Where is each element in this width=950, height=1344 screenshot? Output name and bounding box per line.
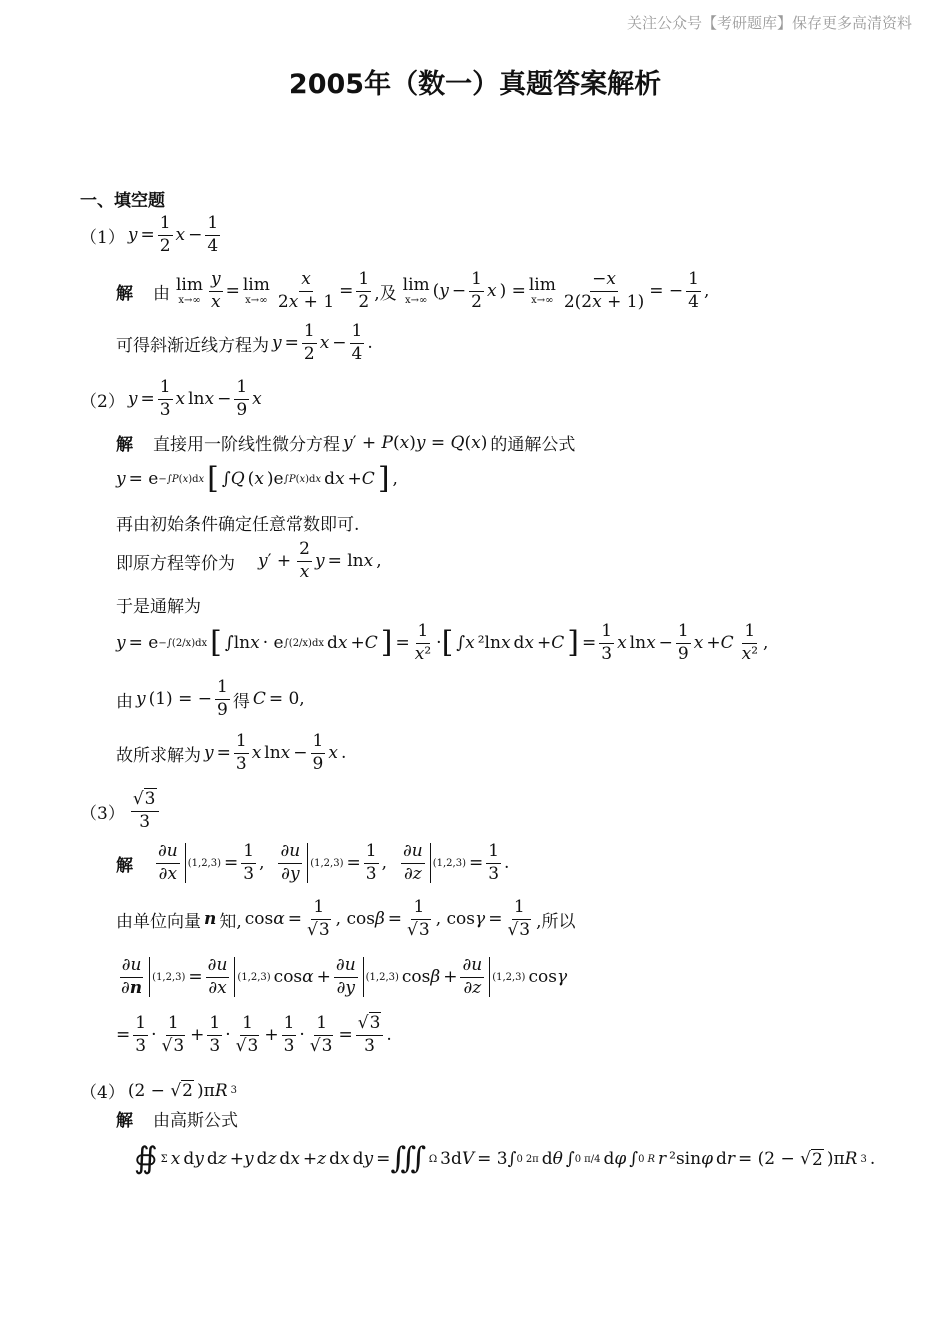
q3-partials: 解 $\frac{\partial u}{\partial x}$ (1,2,3) = $\frac{1}{3}$ , $\frac{\partial u}{\partial y}$ (1,2,3) = $\frac{1}{3}$ , $\frac{\partial u}{\partial z}$ (1,2,3) = $\frac{1}{3}$ .: [116, 841, 510, 884]
q2-step-2: 即原方程等价为 y′ + $\frac{2}{x}$ y = ln x ,: [116, 539, 382, 582]
q4-number: （4）: [80, 1083, 125, 1103]
q2-initial-condition: 由 y (1) = − $\frac{1}{9}$ 得 C = 0,: [116, 677, 305, 720]
q1-number: （1）: [80, 227, 125, 248]
q4-gauss-formula: ∯ Σ x d y d z + y d z d x + z d x d y = ∭ Ω 3d V = 3∫ 0 2π d θ ∫ 0 π/4 d φ ∫ 0 R r ²sin φ d r = (2 − √ 2 )π R 3 .: [134, 1141, 876, 1176]
q2-solution-intro: 解 直接用一阶线性微分方程 y′ + P(x)y = Q(x) 的通解公式: [116, 432, 576, 455]
q2-general-formula: y = e −∫P(x)dx [ ∫ Q ( x )e ∫P(x)dx d x + C ] ,: [116, 461, 398, 496]
page-title: 2005年（数一）真题答案解析: [288, 69, 662, 100]
q2-answer: （2） y = $\frac{1}{3}$ x ln x − $\frac{1}{9}$ x: [80, 377, 262, 420]
q3-answer: （3） $\frac{√3}{3}$: [80, 790, 162, 832]
q2-general-solution: y = e −∫(2/x)dx [ ∫ln x · e ∫(2/x)dx d x + C ] = $\frac{1}{\text{x²}}$ · [ ∫ x ²ln x d x + C ] = $\frac{1}{3}$ x ln x − $\frac{1}{9}$ x + C $\frac{1}{\text{x²}}$ ,: [116, 621, 769, 664]
q1-conclusion: 可得斜渐近线方程为 y = $\frac{1}{2}$ x − $\frac{1}{4}$ .: [116, 321, 373, 364]
section-heading: 一、填空题: [80, 191, 165, 211]
q3-result: = $\frac{1}{3}$ · $\frac{1}{√3}$ + $\frac{1}{3}$ · $\frac{1}{√3}$ + $\frac{1}{3}$ · $\frac{1}{√3}$ = $\frac{√3}{3}$ .: [116, 1013, 392, 1056]
q3-directional-derivative: $\frac{\partial u}{\partial n}$ (1,2,3) = $\frac{\partial u}{\partial x}$ (1,2,3) cos α + $\frac{\partial u}{\partial y}$ (1,2,3) cos β + $\frac{\partial u}{\partial z}$ (1,2,3) cos γ: [121, 955, 568, 998]
q2-conclusion: 故所求解为 y = $\frac{1}{3}$ x ln x − $\frac{1}{9}$ x .: [116, 731, 347, 774]
watermark: 关注公众号【考研题库】保存更多高清资料: [626, 14, 912, 32]
solution-label: 解: [116, 283, 133, 304]
q2-step-1: 再由初始条件确定任意常数即可.: [116, 515, 360, 535]
q1-answer: （1） y = $\frac{1}{2}$ x − $\frac{1}{4}$: [80, 213, 219, 256]
q1-solution: 解 由 lim x→∞ $\frac{y}{x}$ = lim x→∞ $\frac{x}{2x + 1}$ = $\frac{1}{2}$ ,及 lim x→∞ ( y − $\frac{1}{2}$ x ) = lim x→∞ $\frac{-x}{2(2x + 1)}$ = − $\frac{1}{4}$ ,: [116, 269, 710, 312]
q2-number: （2）: [80, 391, 125, 412]
q3-number: （3）: [80, 803, 125, 824]
q4-solution-intro: 解 由高斯公式: [116, 1111, 238, 1131]
q4-answer: （4） (2 − √ 2 )π R 3: [80, 1078, 240, 1103]
q3-unit-vector: 由单位向量 n 知, cos α = $\frac{1}{√3}$ , cos β = $\frac{1}{√3}$ , cos γ = $\frac{1}{√3}$ ,所以: [116, 897, 576, 940]
q2-step-3: 于是通解为: [116, 597, 201, 617]
